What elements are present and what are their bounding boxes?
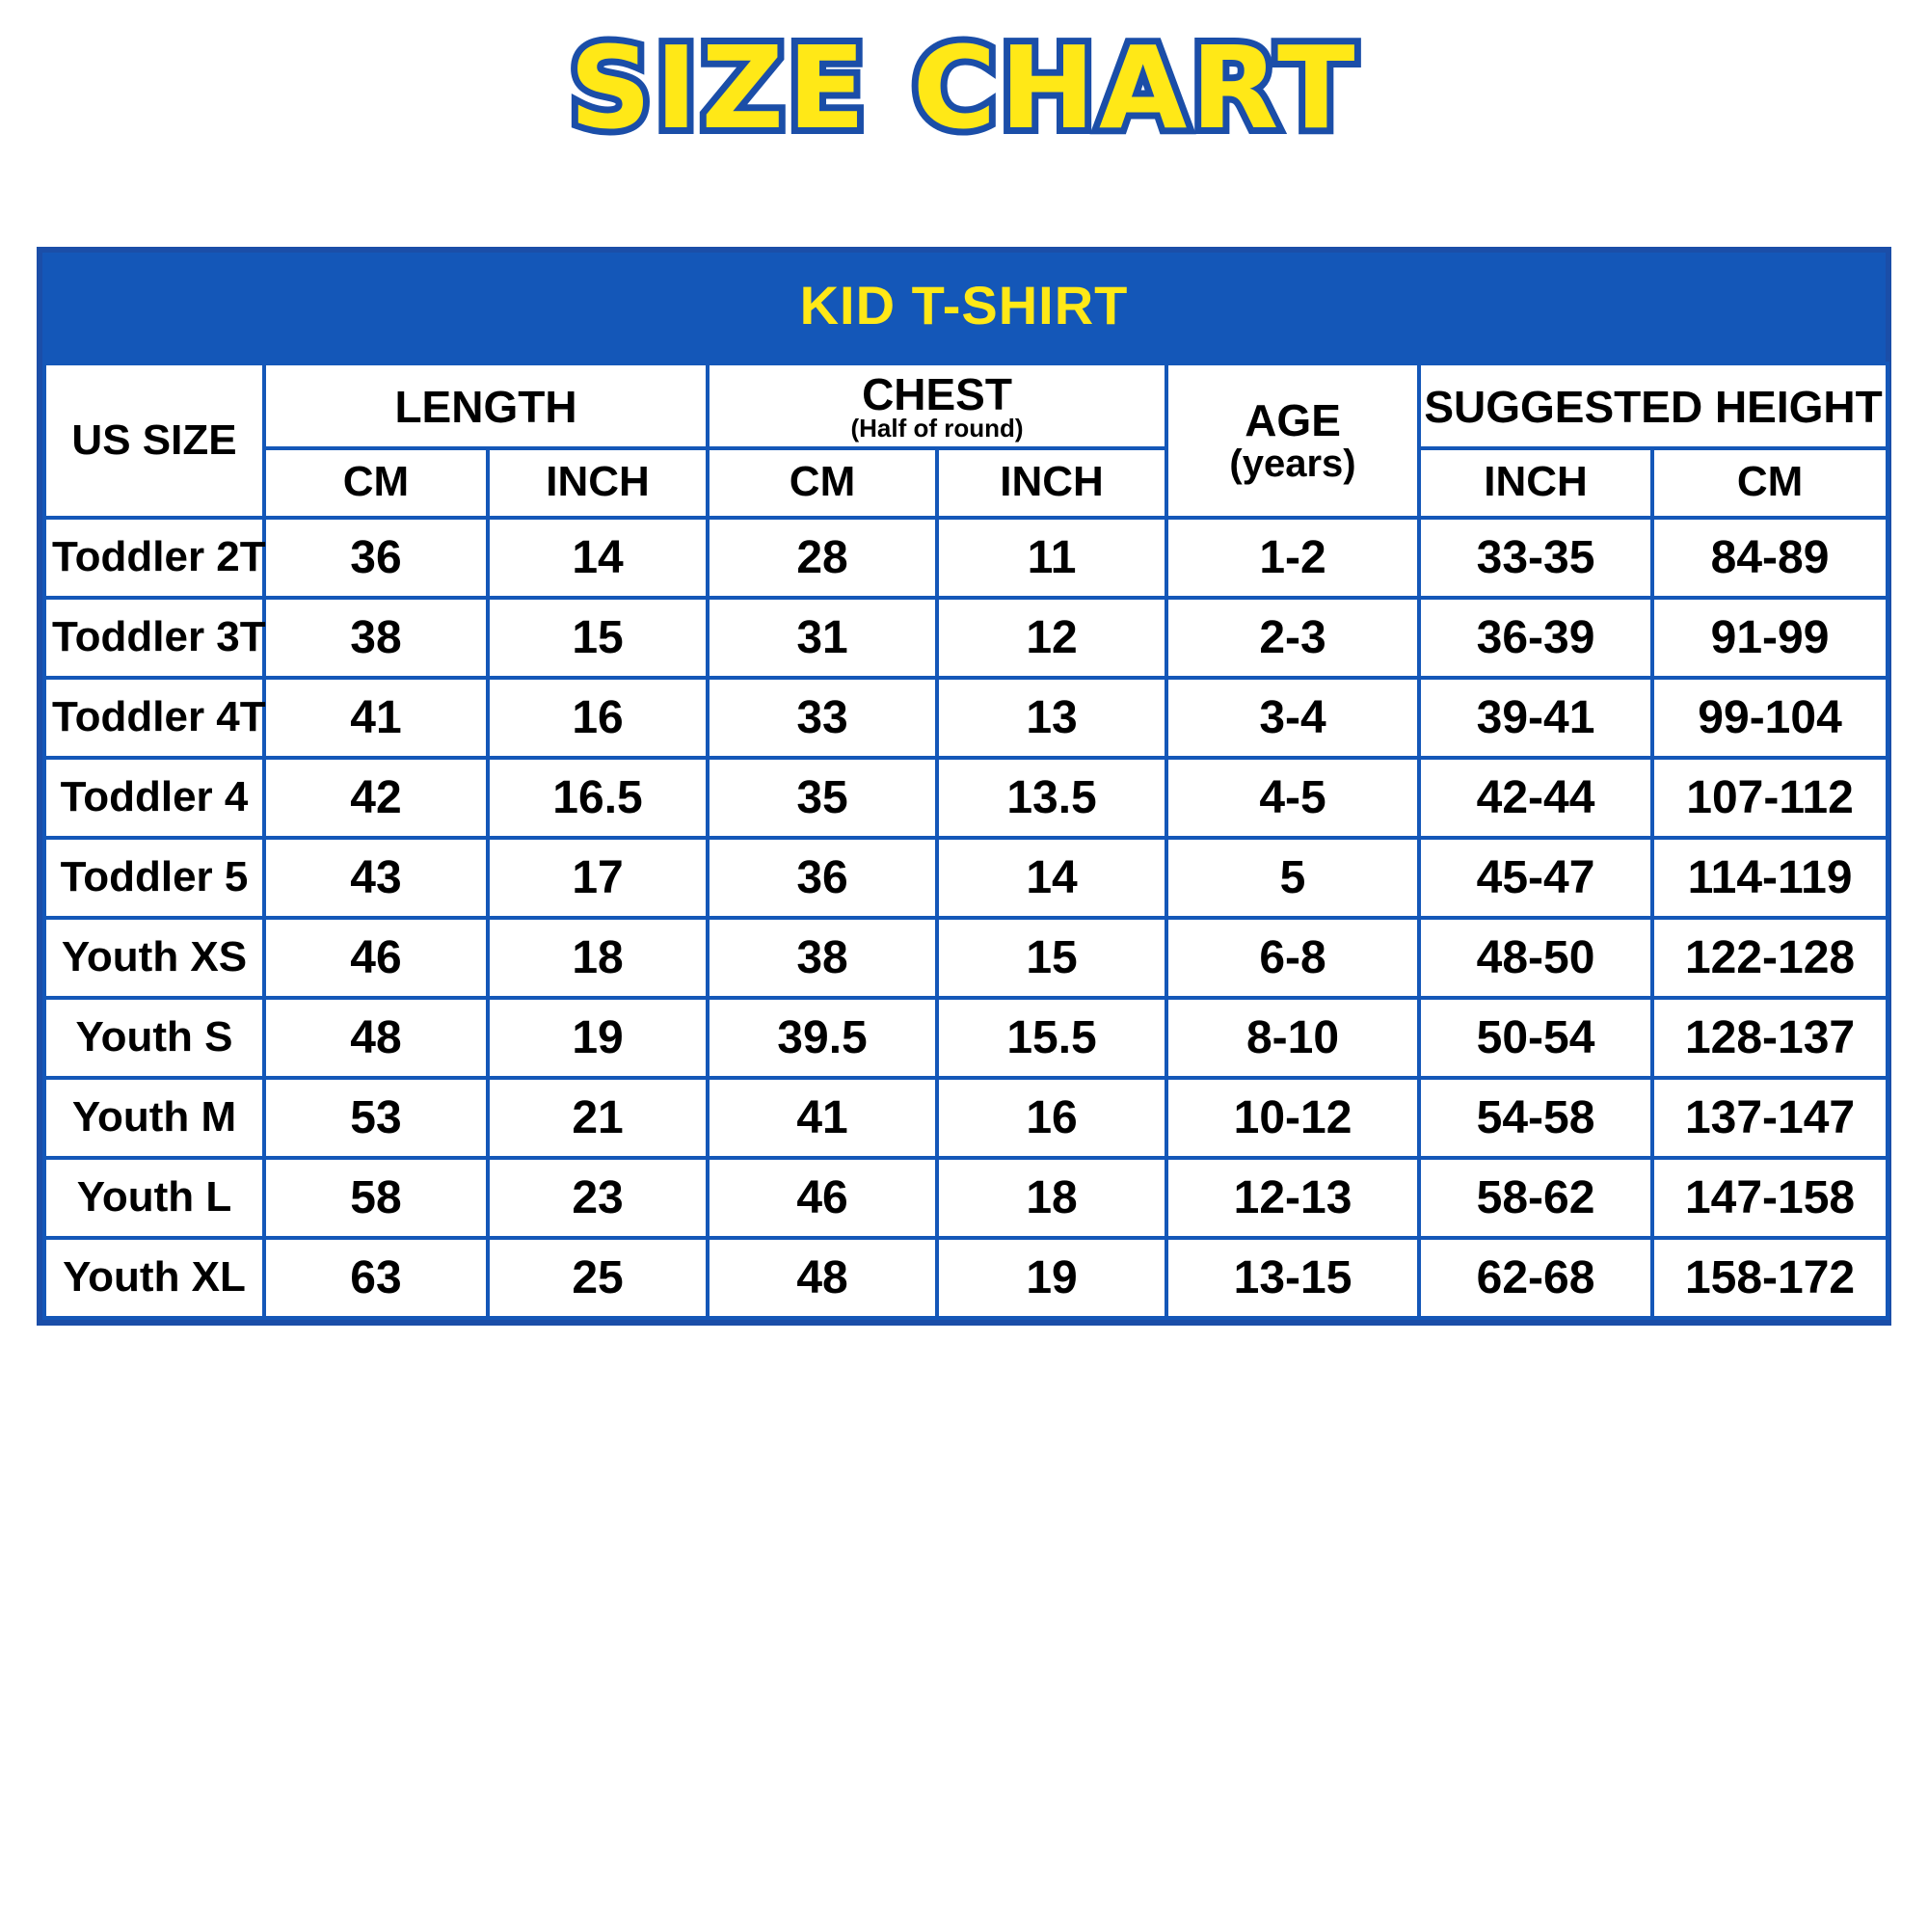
cell-length-cm: 48 (264, 998, 488, 1078)
cell-height-inch: 50-54 (1419, 998, 1652, 1078)
cell-height-cm: 84-89 (1652, 518, 1888, 598)
cell-chest-inch: 14 (937, 838, 1166, 918)
cell-size: Youth S (44, 998, 264, 1078)
table-row (44, 518, 1888, 598)
table-header-row-units (44, 448, 1888, 518)
cell-age: 13-15 (1166, 1238, 1419, 1318)
cell-length-inch: 17 (488, 838, 708, 918)
cell-height-cm: 99-104 (1652, 678, 1888, 758)
cell-height-inch: 54-58 (1419, 1078, 1652, 1158)
cell-length-inch: 25 (488, 1238, 708, 1318)
cell-chest-inch: 12 (937, 598, 1166, 678)
cell-chest-inch: 13.5 (937, 758, 1166, 838)
cell-size: Youth XS (44, 918, 264, 998)
cell-length-inch: 18 (488, 918, 708, 998)
cell-size: Toddler 4 (44, 758, 264, 838)
cell-chest-inch: 13 (937, 678, 1166, 758)
table-row (44, 758, 1888, 838)
table-row (44, 1238, 1888, 1318)
column-header-length-inch: INCH (488, 448, 708, 518)
cell-length-cm: 63 (264, 1238, 488, 1318)
cell-length-cm: 38 (264, 598, 488, 678)
cell-length-inch: 19 (488, 998, 708, 1078)
size-table (42, 362, 1889, 1320)
cell-chest-cm: 35 (708, 758, 937, 838)
cell-height-inch: 39-41 (1419, 678, 1652, 758)
cell-length-cm: 42 (264, 758, 488, 838)
cell-size: Toddler 4T (44, 678, 264, 758)
cell-age: 8-10 (1166, 998, 1419, 1078)
cell-height-inch: 45-47 (1419, 838, 1652, 918)
cell-chest-cm: 48 (708, 1238, 937, 1318)
cell-size: Youth M (44, 1078, 264, 1158)
column-header-chest-inch: INCH (937, 448, 1166, 518)
column-header-length-cm: CM (264, 448, 488, 518)
cell-height-cm: 114-119 (1652, 838, 1888, 918)
column-header-age-unit: (years) (1229, 442, 1356, 485)
cell-length-cm: 41 (264, 678, 488, 758)
cell-age: 3-4 (1166, 678, 1419, 758)
cell-length-inch: 21 (488, 1078, 708, 1158)
cell-size: Toddler 5 (44, 838, 264, 918)
cell-age: 12-13 (1166, 1158, 1419, 1238)
cell-age: 2-3 (1166, 598, 1419, 678)
cell-height-inch: 62-68 (1419, 1238, 1652, 1318)
cell-height-cm: 107-112 (1652, 758, 1888, 838)
cell-age: 5 (1166, 838, 1419, 918)
cell-age: 4-5 (1166, 758, 1419, 838)
cell-size: Toddler 2T (44, 518, 264, 598)
column-header-length: LENGTH (264, 363, 708, 448)
cell-chest-cm: 33 (708, 678, 937, 758)
cell-chest-cm: 31 (708, 598, 937, 678)
column-header-us-size: US SIZE (44, 363, 264, 518)
table-row (44, 838, 1888, 918)
page-title: SIZE CHART (569, 21, 1359, 154)
cell-chest-inch: 16 (937, 1078, 1166, 1158)
table-body (44, 518, 1888, 1318)
cell-chest-inch: 19 (937, 1238, 1166, 1318)
column-header-chest-note: (Half of round) (850, 414, 1024, 443)
table-head (44, 363, 1888, 518)
cell-height-inch: 58-62 (1419, 1158, 1652, 1238)
cell-age: 6-8 (1166, 918, 1419, 998)
table-row (44, 598, 1888, 678)
cell-length-inch: 23 (488, 1158, 708, 1238)
cell-length-cm: 36 (264, 518, 488, 598)
column-header-chest-label: CHEST (862, 369, 1012, 419)
cell-height-inch: 48-50 (1419, 918, 1652, 998)
size-chart-table-container (37, 247, 1891, 1326)
table-row (44, 918, 1888, 998)
cell-height-inch: 42-44 (1419, 758, 1652, 838)
cell-length-inch: 14 (488, 518, 708, 598)
table-banner-title: KID T-SHIRT (42, 253, 1886, 362)
cell-chest-inch: 15.5 (937, 998, 1166, 1078)
column-header-height-cm: CM (1652, 448, 1888, 518)
cell-height-cm: 91-99 (1652, 598, 1888, 678)
column-header-age-label: AGE (1245, 394, 1341, 445)
cell-size: Toddler 3T (44, 598, 264, 678)
column-header-age (1166, 363, 1419, 518)
cell-height-cm: 128-137 (1652, 998, 1888, 1078)
cell-chest-cm: 38 (708, 918, 937, 998)
cell-age: 10-12 (1166, 1078, 1419, 1158)
table-row (44, 1078, 1888, 1158)
cell-length-cm: 43 (264, 838, 488, 918)
cell-age: 1-2 (1166, 518, 1419, 598)
cell-chest-cm: 41 (708, 1078, 937, 1158)
cell-length-cm: 46 (264, 918, 488, 998)
cell-length-inch: 16.5 (488, 758, 708, 838)
cell-height-inch: 36-39 (1419, 598, 1652, 678)
cell-height-cm: 137-147 (1652, 1078, 1888, 1158)
table-header-row-groups (44, 363, 1888, 448)
cell-chest-cm: 46 (708, 1158, 937, 1238)
table-row (44, 678, 1888, 758)
cell-chest-cm: 28 (708, 518, 937, 598)
cell-chest-cm: 36 (708, 838, 937, 918)
column-header-suggested-height: SUGGESTED HEIGHT (1419, 363, 1888, 448)
title-area (0, 0, 1928, 154)
cell-size: Youth XL (44, 1238, 264, 1318)
cell-length-inch: 15 (488, 598, 708, 678)
cell-chest-cm: 39.5 (708, 998, 937, 1078)
table-row (44, 1158, 1888, 1238)
cell-chest-inch: 18 (937, 1158, 1166, 1238)
cell-chest-inch: 11 (937, 518, 1166, 598)
table-row (44, 998, 1888, 1078)
column-header-height-inch: INCH (1419, 448, 1652, 518)
cell-length-cm: 58 (264, 1158, 488, 1238)
cell-height-cm: 147-158 (1652, 1158, 1888, 1238)
cell-size: Youth L (44, 1158, 264, 1238)
cell-height-inch: 33-35 (1419, 518, 1652, 598)
cell-chest-inch: 15 (937, 918, 1166, 998)
cell-length-inch: 16 (488, 678, 708, 758)
cell-height-cm: 122-128 (1652, 918, 1888, 998)
column-header-chest-cm: CM (708, 448, 937, 518)
cell-length-cm: 53 (264, 1078, 488, 1158)
cell-height-cm: 158-172 (1652, 1238, 1888, 1318)
column-header-chest (708, 363, 1166, 448)
